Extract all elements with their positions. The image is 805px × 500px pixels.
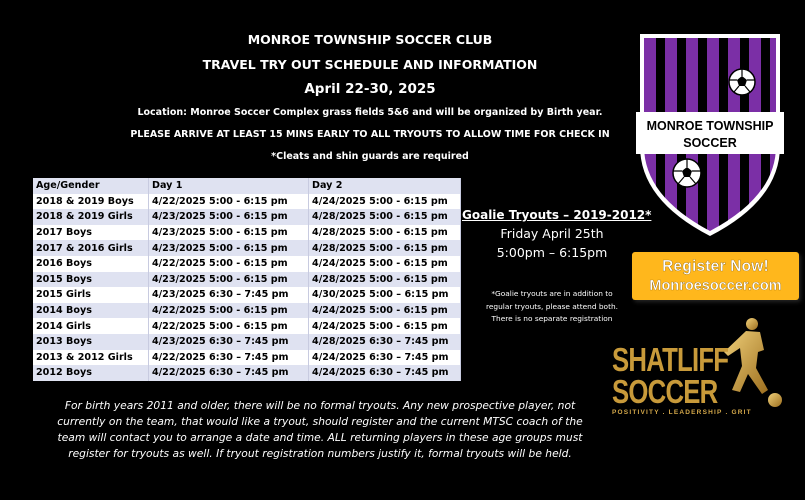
day-2-cell: 4/24/2025 5:00 - 6:15 pm [309,194,461,210]
table-row [33,209,461,225]
header-age-gender: Age/Gender [33,178,148,194]
day-2-cell: 4/28/2025 5:00 - 6:15 pm [309,209,461,225]
table-row [33,350,461,366]
day-1-cell: 4/23/2025 6:30 – 7:45 pm [148,334,308,350]
header-day-2: Day 2 [309,178,461,194]
tryout-dates: April 22-30, 2025 [304,81,436,97]
day-1-cell: 4/22/2025 6:30 – 7:45 pm [148,350,308,366]
day-2-cell: 4/24/2025 5:00 - 6:15 pm [309,318,461,334]
day-1-cell: 4/22/2025 5:00 - 6:15 pm [148,303,308,319]
day-1-cell: 4/23/2025 6:30 – 7:45 pm [148,287,308,303]
age-gender-cell: 2018 & 2019 Girls [33,209,148,225]
club-title: MONROE TOWNSHIP SOCCER CLUB [247,32,493,47]
sponsor-line-2: SOCCER [612,373,718,410]
footer-line: register for tryouts as well. If tryout registration numbers justify it, formal tryouts will be held. [68,447,572,460]
day-2-cell: 4/30/2025 5:00 – 6:15 pm [309,287,461,303]
day-2-cell: 4/28/2025 6:30 – 7:45 pm [309,334,461,350]
day-2-cell: 4/24/2025 6:30 – 7:45 pm [309,350,461,366]
table-row [33,194,461,210]
table-row [33,256,461,272]
day-2-cell: 4/28/2025 5:00 - 6:15 pm [309,240,461,256]
location-text: Location: Monroe Soccer Complex grass fields 5&6 and will be organized by Birth year. [137,107,603,118]
footer-line: team will contact you to arrange a date and time. ALL returning players in these age groups must [57,431,583,444]
cleats-note: *Cleats and shin guards are required [271,151,469,162]
age-gender-cell: 2015 Boys [33,272,148,288]
table-header-row [33,178,461,194]
day-2-cell: 4/24/2025 5:00 - 6:15 pm [309,303,461,319]
shatliff-soccer-logo [612,316,790,426]
table-row [33,225,461,241]
day-2-cell: 4/28/2025 5:00 - 6:15 pm [309,225,461,241]
table-row [33,318,461,334]
sponsor-tagline: POSITIVITY . LEADERSHIP . GRIT [612,409,752,416]
age-gender-cell: 2014 Girls [33,318,148,334]
register-label: Register Now! [662,258,769,275]
day-1-cell: 4/22/2025 6:30 – 7:45 pm [148,365,308,381]
tryout-schedule-table [33,178,461,381]
monroe-township-soccer-logo [630,26,790,236]
table-row [33,365,461,381]
day-1-cell: 4/22/2025 5:00 - 6:15 pm [148,256,308,272]
age-gender-cell: 2017 Boys [33,225,148,241]
footer-note [40,398,600,462]
day-2-cell: 4/24/2025 6:30 – 7:45 pm [309,365,461,381]
age-gender-cell: 2013 & 2012 Girls [33,350,148,366]
age-gender-cell: 2018 & 2019 Boys [33,194,148,210]
age-gender-cell: 2015 Girls [33,287,148,303]
soccer-ball-icon [673,159,701,187]
day-2-cell: 4/24/2025 5:00 - 6:15 pm [309,256,461,272]
logo-line-2: SOCCER [683,136,737,150]
schedule-subtitle: TRAVEL TRY OUT SCHEDULE AND INFORMATION [202,57,538,72]
sponsor-line-1: SHATLIFF [612,341,729,378]
register-url: Monroesoccer.com [649,278,782,294]
day-1-cell: 4/23/2025 5:00 - 6:15 pm [148,240,308,256]
goalie-day: Friday April 25th [500,226,604,241]
age-gender-cell: 2017 & 2016 Girls [33,240,148,256]
arrive-early-text: PLEASE ARRIVE AT LEAST 15 MINS EARLY TO ALL TRYOUTS TO ALLOW TIME FOR CHECK IN [130,129,610,140]
table-row [33,240,461,256]
footer-line: currently on the team, that would like a tryout, should register and the current MTSC coach of the [57,415,583,428]
footer-line: For birth years 2011 and older, there will be no formal tryouts. Any new prospective player, not [64,399,576,412]
day-1-cell: 4/23/2025 5:00 - 6:15 pm [148,225,308,241]
day-1-cell: 4/23/2025 5:00 - 6:15 pm [148,209,308,225]
age-gender-cell: 2014 Boys [33,303,148,319]
day-1-cell: 4/22/2025 5:00 - 6:15 pm [148,318,308,334]
day-2-cell: 4/28/2025 5:00 - 6:15 pm [309,272,461,288]
goalie-note-line: *Goalie tryouts are in addition to [491,289,613,298]
header-day-1: Day 1 [148,178,308,194]
day-1-cell: 4/23/2025 5:00 - 6:15 pm [148,272,308,288]
table-row [33,287,461,303]
day-1-cell: 4/22/2025 5:00 - 6:15 pm [148,194,308,210]
goalie-time: 5:00pm – 6:15pm [496,245,608,260]
soccer-ball-icon [729,69,755,95]
goalie-note [470,288,634,326]
table-row [33,334,461,350]
age-gender-cell: 2012 Boys [33,365,148,381]
goalie-note-line: There is no separate registration [491,314,613,323]
age-gender-cell: 2016 Boys [33,256,148,272]
age-gender-cell: 2013 Boys [33,334,148,350]
goalie-tryouts [462,208,652,260]
table-row [33,272,461,288]
table-row [33,303,461,319]
logo-line-1: MONROE TOWNSHIP [646,119,774,133]
goalie-note-line: regular tryouts, please attend both. [485,301,619,311]
goalie-title: Goalie Tryouts – 2019-2012* [462,208,652,222]
register-now-button[interactable] [632,252,799,300]
